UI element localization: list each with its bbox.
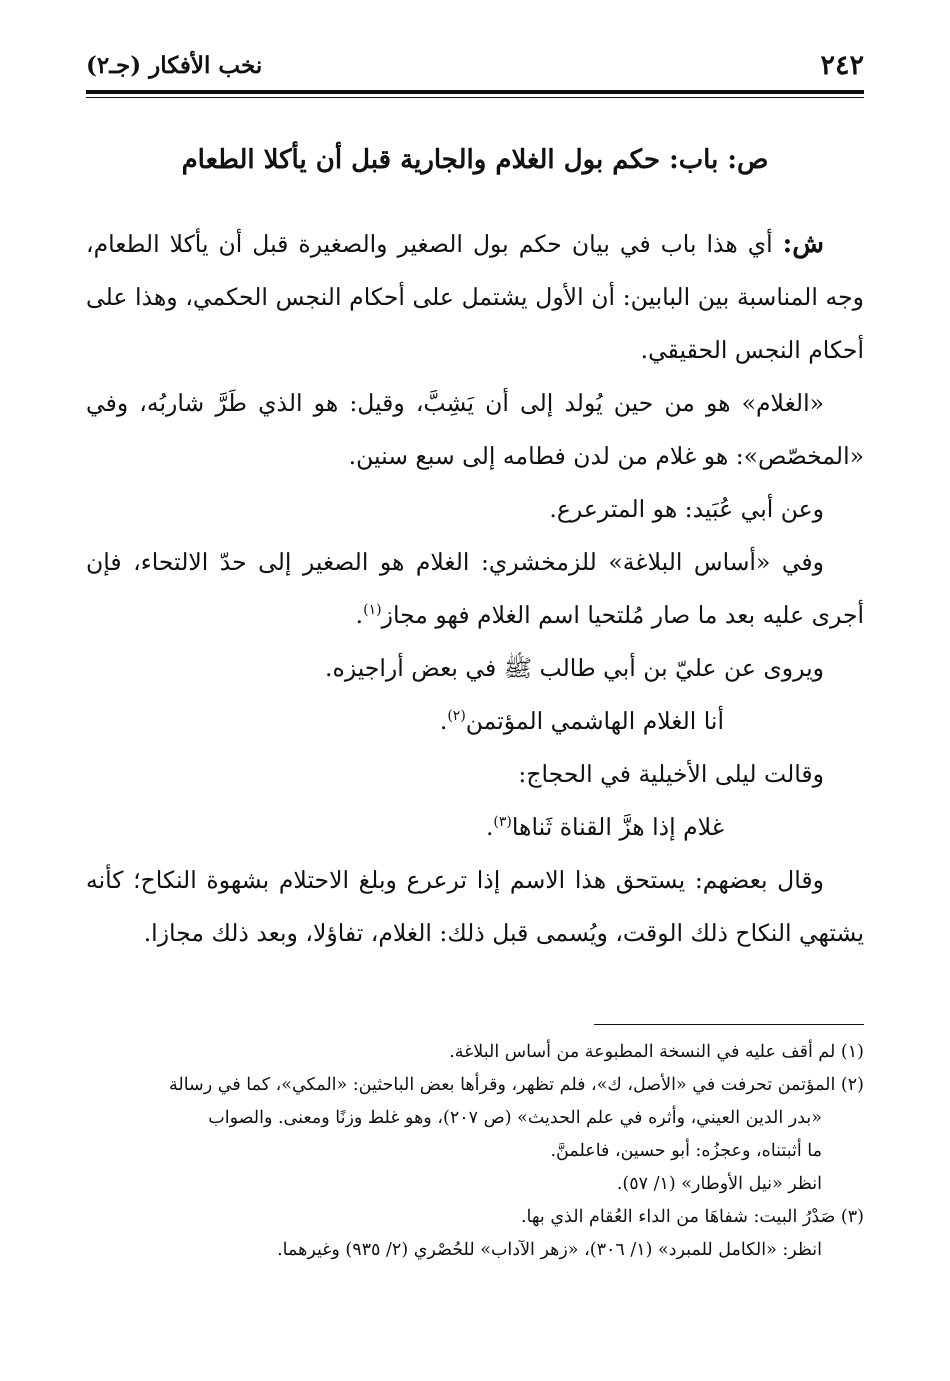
- footnote-2-source: انظر «نيل الأوطار» (١/ ٥٧).: [616, 1174, 822, 1194]
- book-title: نخب الأفكار (جـ٢): [86, 52, 263, 79]
- verse-text: غلام إذا هزَّ القناة ثَناها: [511, 813, 724, 841]
- footnote-ref-2: (٢): [447, 708, 466, 725]
- chapter-heading: [86, 140, 864, 180]
- paragraph-definition: «الغلام» هو من حين يُولد إلى أن يَشِبَّ، وقيل: هو الذي طَرَّ شاربُه، وفي «المخصّص»: هو غلام من لدن فطامه إلى سبع سنين.: [86, 389, 864, 470]
- footnote-separator: [594, 1024, 864, 1025]
- chapter-marker: ص: [736, 145, 769, 175]
- paragraph-layla: وقالت ليلى الأخيلية في الحجاج:: [518, 760, 824, 788]
- verse-line-2: [86, 801, 764, 854]
- header-rule-thin: [86, 97, 864, 98]
- punctuation: .: [485, 813, 494, 841]
- footnote-1: (١) لم أقف عليه في النسخة المطبوعة من أساس البلاغة.: [449, 1042, 864, 1062]
- paragraph-text: أي هذا باب في بيان حكم بول الصغير والصغيرة قبل أن يأكلا الطعام، وجه المناسبة بين البابين: أن الأول يشتمل على أحكام النجس الحكمي، وهذا على أحكام النجس الحقيقي.: [86, 230, 864, 364]
- verse-text: أنا الغلام الهاشمي المؤتمن: [465, 707, 724, 735]
- footnote-ref-1: (١): [363, 602, 382, 619]
- main-text: [86, 218, 864, 960]
- footnotes: [86, 1036, 864, 1267]
- header-rule-thick: [86, 90, 864, 94]
- verse-line-1: [86, 695, 764, 748]
- paragraph-text: وفي «أساس البلاغة» للزمخشري: الغلام هو الصغير إلى حدّ الالتحاء، فإن أجرى عليه بعد ما صار مُلتحيا اسم الغلام فهو مجاز: [86, 548, 864, 629]
- footnote-3: (٣) صَدْرُ البيت: شفاهَا من الداء العُقام الذي بها.: [520, 1207, 864, 1227]
- chapter-title: : باب: حكم بول الغلام والجارية قبل أن يأكلا الطعام: [181, 145, 737, 175]
- footnote-ref-3: (٣): [493, 814, 512, 831]
- page-number: ٢٤٢: [820, 50, 864, 81]
- footnote-2-continued: ما أثبتناه، وعجزُه: أبو حسين، فاعلمنَّ.: [550, 1141, 822, 1161]
- paragraph-others: وقال بعضهم: يستحق هذا الاسم إذا ترعرع وبلغ الاحتلام بشهوة النكاح؛ كأنه يشتهي النكاح ذلك الوقت، ويُسمى قبل ذلك: الغلام، تفاؤلا، وبعد ذلك مجازا.: [86, 866, 864, 947]
- page-header: [86, 46, 864, 86]
- paragraph-asas: [86, 536, 864, 642]
- punctuation: .: [439, 707, 448, 735]
- paragraph-commentary: [86, 218, 864, 377]
- punctuation: .: [355, 601, 364, 629]
- paragraph-abu-ubaid: وعن أبي عُبَيد: هو المترعرع.: [549, 495, 824, 523]
- paragraph-ali: ويروى عن عليّ بن أبي طالب ﷺ في بعض أراجيزه.: [325, 654, 824, 682]
- commentary-marker: ش:: [782, 229, 824, 259]
- footnote-3-source: انظر: «الكامل للمبرد» (١/ ٣٠٦)، «زهر الآداب» للحُصْري (٢/ ٩٣٥) وغيرهما.: [277, 1240, 822, 1260]
- footnote-2-continued: «بدر الدين العيني، وأثره في علم الحديث» (ص ٢٠٧)، وهو غلط وزنًا ومعنى. والصواب: [208, 1108, 822, 1128]
- footnote-2: (٢) المؤتمن تحرفت في «الأصل، ك»، فلم تظهر، وقرأها بعض الباحثين: «المكي»، كما في رسالة: [169, 1075, 864, 1095]
